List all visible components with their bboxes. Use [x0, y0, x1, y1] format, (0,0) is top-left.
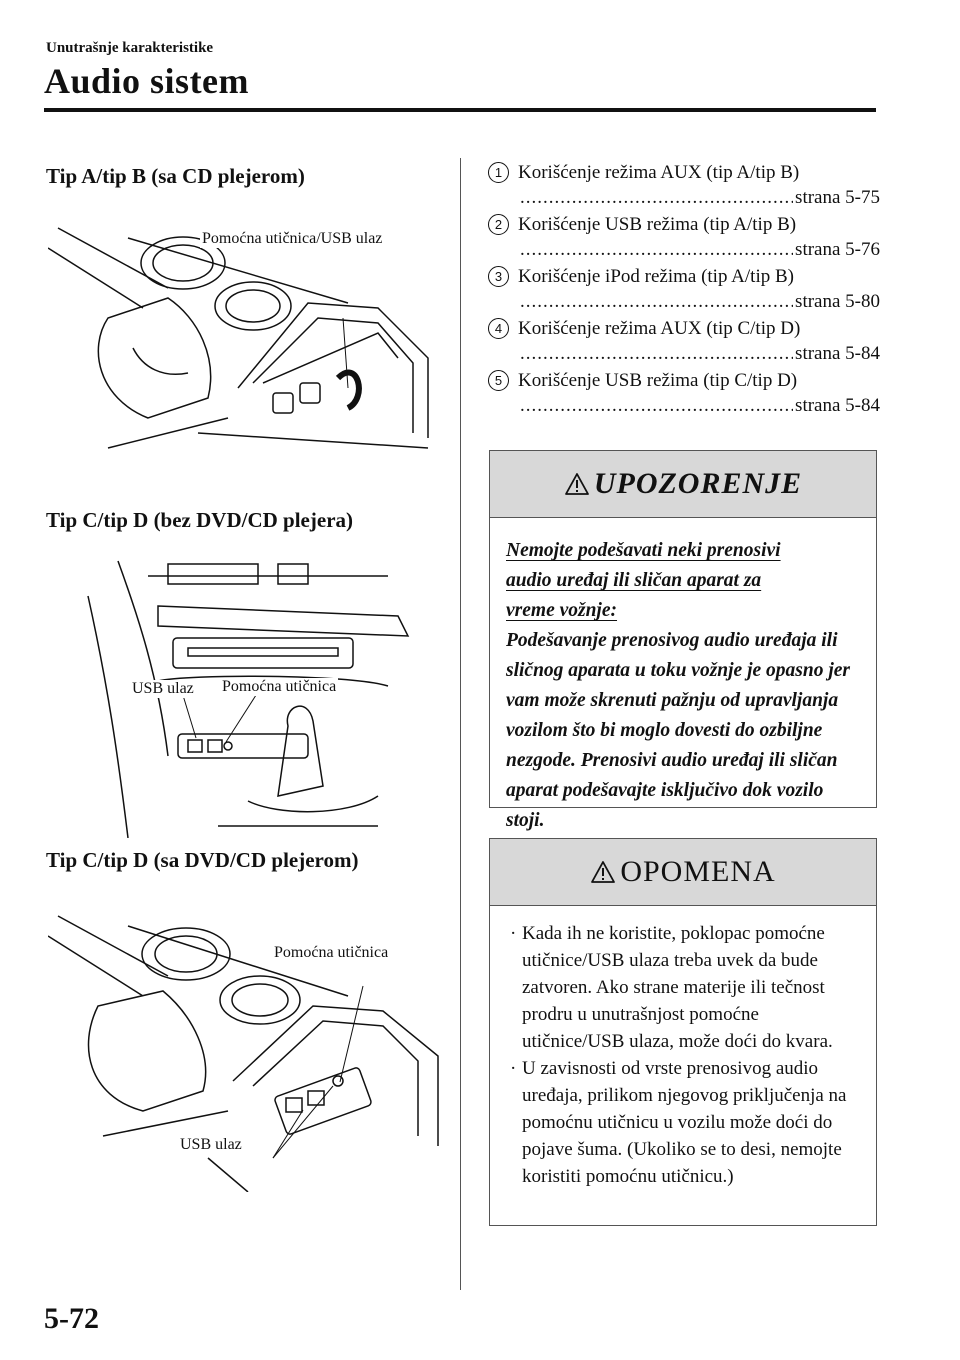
dot-leader: [520, 341, 793, 366]
note-content: [490, 906, 876, 1204]
reference-text: Korišćenje USB režima (tip C/tip D): [518, 370, 798, 391]
note-box: [489, 838, 877, 1226]
number-badge: 4: [488, 318, 509, 339]
number-badge: 1: [488, 162, 509, 183]
figure-1-title: Tip A/tip B (sa CD plejerom): [46, 164, 305, 188]
figure-3-illustration: [48, 896, 453, 1192]
dot-leader: [520, 237, 793, 262]
page-reference: strana 5-75: [795, 187, 880, 208]
figure-2-callout-aux: Pomoćna utičnica: [222, 678, 337, 695]
reference-text: Korišćenje režima AUX (tip A/tip B): [518, 162, 800, 183]
bullet-icon: ·: [510, 1058, 517, 1079]
dot-leader: [520, 289, 793, 314]
warning-content: [490, 518, 876, 850]
cross-reference-list: [488, 160, 880, 420]
note-item: [510, 920, 858, 1055]
reference-text: Korišćenje USB režima (tip A/tip B): [518, 214, 797, 235]
bullet-icon: ·: [510, 923, 517, 944]
warning-heading-line: audio uređaj ili sličan aparat za: [506, 570, 762, 591]
note-item-text: Kada ih ne koristite, poklopac pomoćne utičnice/USB ulaza treba uvek da bude zatvoren. Ako strane materije ili tečnost prodru u unutrašnjost pomoćne utičnice/USB ulaza, može doći do kvara.: [522, 923, 833, 1052]
cross-reference-item[interactable]: [488, 160, 880, 210]
figure-1-callout-aux-usb: Pomoćna utičnica/USB ulaz: [202, 230, 383, 247]
number-badge: 3: [488, 266, 509, 287]
note-title: OPOMENA: [620, 855, 776, 888]
note-header: [490, 839, 876, 906]
cross-reference-item[interactable]: [488, 212, 880, 262]
caution-triangle-icon: [590, 860, 616, 884]
warning-title: UPOZORENJE: [593, 467, 803, 500]
column-divider: [460, 158, 461, 1290]
figure-1-illustration: [48, 208, 453, 466]
page-title: Audio sistem: [44, 61, 250, 101]
figure-3-title: Tip C/tip D (sa DVD/CD plejerom): [46, 848, 359, 872]
header-divider: [44, 108, 876, 112]
page-reference: strana 5-84: [795, 343, 880, 364]
cross-reference-item[interactable]: [488, 264, 880, 314]
cross-reference-item[interactable]: [488, 368, 880, 418]
figure-2-title: Tip C/tip D (bez DVD/CD plejera): [46, 508, 354, 532]
number-badge: 5: [488, 370, 509, 391]
warning-triangle-icon: [564, 472, 590, 496]
reference-text: Korišćenje režima AUX (tip C/tip D): [518, 318, 801, 339]
dot-leader: [520, 185, 793, 210]
warning-box: [489, 450, 877, 831]
page-reference: strana 5-80: [795, 291, 880, 312]
reference-text: Korišćenje iPod režima (tip A/tip B): [518, 266, 794, 287]
warning-body-text: Podešavanje prenosivog audio uređaja ili sličnog aparata u toku vožnje je opasno jer vam može skrenuti pažnju od upravljanja vozilom što bi moglo dovesti do ozbiljne nezgode. Prenosivi audio uređaj ili sličan aparat podešavajte isključivo dok vozilo stoji.: [506, 630, 850, 831]
note-item-text: U zavisnosti od vrste prenosivog audio uređaja, prilikom njegovog priključenja na pomoćnu utičnicu u vozilu može doći do pojave šuma. (Ukoliko se to desi, nemojte koristiti pomoćnu utičnicu.): [522, 1058, 847, 1187]
section-label: Unutrašnje karakteristike: [46, 40, 214, 56]
page-number: 5-72: [44, 1302, 99, 1335]
figure-2-illustration: [48, 556, 453, 838]
number-badge: 2: [488, 214, 509, 235]
page-reference: strana 5-84: [795, 395, 880, 416]
page-reference: strana 5-76: [795, 239, 880, 260]
cross-reference-item[interactable]: [488, 316, 880, 366]
warning-heading-line: vreme vožnje:: [506, 600, 618, 621]
warning-heading-line: Nemojte podešavati neki prenosivi: [506, 540, 781, 561]
figure-3-callout-usb: USB ulaz: [180, 1136, 242, 1153]
figure-3-callout-aux: Pomoćna utičnica: [274, 944, 389, 961]
dot-leader: [520, 393, 793, 418]
figure-2-callout-usb: USB ulaz: [132, 680, 194, 697]
warning-header: [490, 451, 876, 518]
note-item: [510, 1055, 858, 1190]
